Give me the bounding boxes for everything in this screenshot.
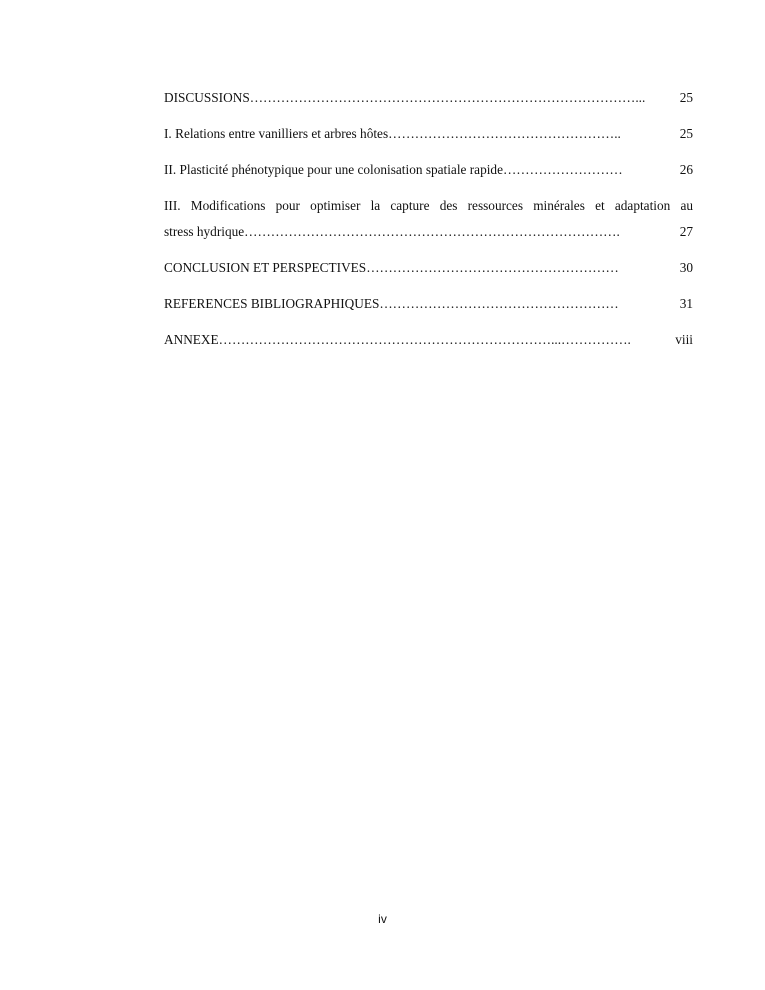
toc-label-first-line: III. Modifications pour optimiser la capture des ressources minérales et adaptation au [164,198,693,213]
toc-label: stress hydrique [164,224,245,239]
toc-label: II. Plasticité phénotypique pour une colonisation spatiale rapide [164,162,503,177]
toc-leader: …………………………………………………………………………. [244,224,620,239]
toc-label: DISCUSSIONS [164,90,250,105]
toc-label: I. Relations entre vanilliers et arbres hôtes [164,126,389,141]
toc-entry-modifications [164,195,693,242]
toc-leader: ……………………… [502,162,623,177]
toc-leader: …………………………………………………………………...……………. [218,332,631,347]
toc-label: CONCLUSION ET PERSPECTIVES [164,260,367,275]
toc-line [164,221,693,242]
toc-label: REFERENCES BIBLIOGRAPHIQUES [164,296,380,311]
toc-label: ANNEXE [164,332,219,347]
toc-page: 25 [679,126,693,141]
toc-page: 26 [679,162,693,177]
toc-entry-annexe [164,329,693,350]
toc-entry-references [164,293,693,314]
toc-page: 25 [679,90,693,105]
toc-line [164,329,693,350]
toc-entry-conclusion [164,257,693,278]
toc-line [164,87,693,108]
toc-page: viii [675,332,693,347]
toc-leader: ……………………………………………… [379,296,619,311]
table-of-contents [164,87,693,365]
toc-entry-plasticite [164,159,693,180]
toc-leader: ………………………………………………… [366,260,619,275]
toc-leader: ……………………………………………………………………………... [249,90,646,105]
toc-entry-discussions [164,87,693,108]
toc-line [164,123,693,144]
toc-line [164,293,693,314]
page-number: iv [378,912,387,926]
toc-page: 27 [679,224,693,239]
toc-line [164,257,693,278]
toc-page: 30 [679,260,693,275]
toc-line [164,159,693,180]
toc-page: 31 [679,296,693,311]
toc-entry-relations [164,123,693,144]
toc-leader: …………………………………………….. [388,126,621,141]
